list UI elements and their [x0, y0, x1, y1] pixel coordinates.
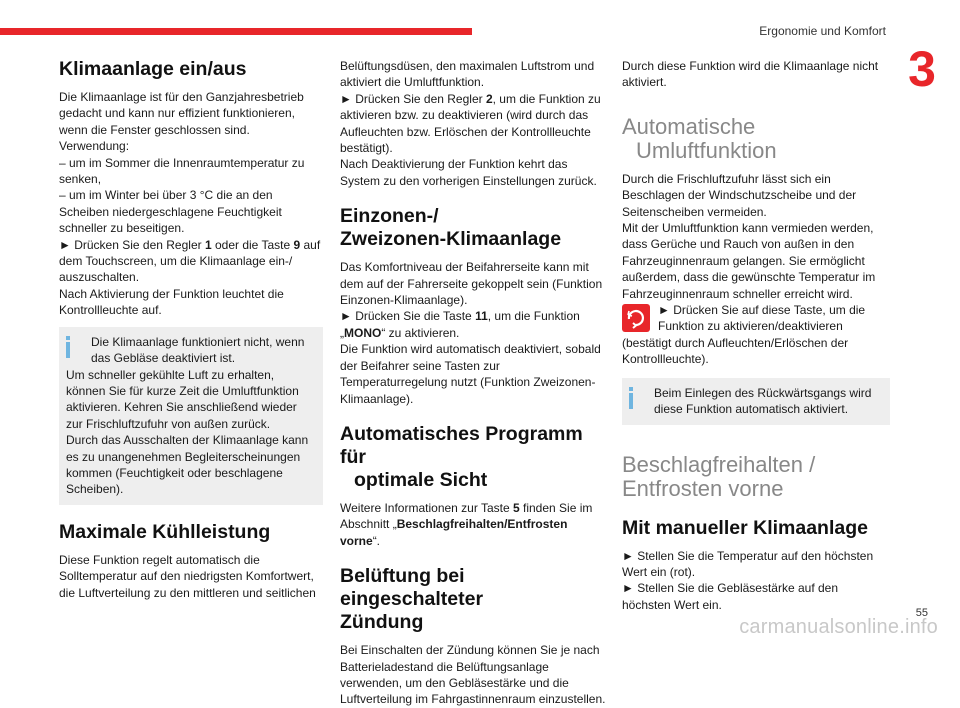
text: ► Drücken Sie den Regler: [340, 91, 486, 106]
paragraph: – um im Winter bei über 3 °C die an den Scheiben niedergeschlagene Feuchtigkeit schneller zu beseitigen.: [59, 188, 282, 236]
heading-line: Umluftfunktion: [636, 137, 777, 163]
info-icon: [629, 387, 633, 409]
heading-manuelle-klimaanlage: Mit manueller Klimaanlage: [622, 516, 868, 539]
recirculation-instruction: [622, 302, 890, 368]
note-text: Durch das Ausschalten der Klimaanlage kann es zu unangenehmen Begleiterscheinungen kommen (Feuchtigkeit oder beschlagene Scheiben).: [66, 433, 309, 497]
heading-line: optimale Sicht: [354, 468, 488, 491]
paragraph: Die Klimaanlage ist für den Ganzjahresbetrieb gedacht und kann nur effizient funktionieren, wenn die Fenster geschlossen sind.: [59, 90, 304, 137]
paragraph: [340, 500, 606, 549]
instruction-paragraph: [59, 237, 323, 286]
heading-maximale-kuehlleistung: Maximale Kühlleistung: [59, 520, 271, 543]
instruction-paragraph: [340, 308, 606, 341]
heading-line: Entfrosten vorne: [622, 475, 784, 501]
instruction-paragraph: ► Stellen Sie die Temperatur auf den höchsten Wert ein (rot).: [622, 548, 874, 579]
heading-line: Beschlagfreihalten /: [622, 451, 816, 477]
paragraph: ► Drücken Sie auf diese Taste, um die Funktion zu aktivieren/deaktivieren (bestätigt durch Aufleuchten/Erlöschen der Kontrollleuchte).: [622, 303, 866, 367]
paragraph: Bei Einschalten der Zündung können Sie je nach Batterieladestand die Belüftungsanlage verwenden, um den Gebläsestärke und die Luftverteilung im Fahrgastinnenraum einzustellen.: [340, 643, 606, 707]
paragraph: Das Komfortniveau der Beifahrerseite kann mit dem auf der Fahrerseite gekoppelt sein (Funktion Einzonen-Klimaanlage).: [340, 260, 603, 308]
heading-beschlagfreihalten: [622, 453, 890, 501]
text: , um die Funktion zu aktivieren bzw. zu deaktivieren (wird durch das Aufleuchten bzw. Erlöschen der Kontrollleuchte bestätigt).: [340, 91, 601, 156]
paragraph: Durch die Frischluftzufuhr lässt sich ein Beschlagen der Windschutzscheibe und der Seitenscheiben vermeiden.: [622, 171, 857, 219]
note-text: Um schneller gekühlte Luft zu erhalten, können Sie für kurze Zeit die Umluftfunktion aktivieren. Kehren Sie anschließend wieder zur Frischluftzufuhr von außen zurück.: [66, 367, 299, 431]
text: Weitere Informationen zur Taste: [340, 500, 513, 515]
instruction-paragraph: [340, 91, 606, 157]
text: ► Drücken Sie den Regler: [59, 237, 205, 252]
paragraph: Verwendung:: [59, 139, 130, 154]
info-icon: [66, 336, 70, 358]
bold-text: 2: [485, 91, 493, 106]
recirculation-icon: [622, 304, 650, 332]
paragraph: Diese Funktion regelt automatisch die Solltemperatur auf den niedrigsten Komfortwert, die Luftverteilung zu den mittleren und seitlichen: [59, 552, 316, 600]
bold-text: MONO: [344, 325, 382, 340]
heading-automatische-umluftfunktion: [622, 115, 890, 163]
bold-text: 1: [204, 237, 212, 252]
watermark: carmanualsonline.info: [739, 616, 938, 638]
paragraph: Nach Deaktivierung der Funktion kehrt das System zu den vorherigen Einstellungen zurück.: [340, 157, 597, 188]
paragraph: Nach Aktivierung der Funktion leuchtet die Kontrollleuchte auf.: [59, 286, 284, 318]
text: finden Sie im Abschnitt „: [340, 500, 593, 532]
heading-line: Automatisches Programm für: [340, 422, 583, 468]
info-note: [622, 378, 890, 425]
text: , um die Funktion „: [340, 309, 580, 340]
running-header: Ergonomie und Komfort: [759, 24, 886, 38]
column-3: [622, 58, 890, 613]
text: ► Drücken Sie die Taste: [340, 309, 476, 324]
text: “ zu aktivieren.: [381, 325, 460, 340]
bold-text: 5: [512, 500, 520, 515]
column-2: [340, 58, 606, 708]
heading-automatisches-programm: [340, 423, 606, 492]
text: oder die Taste: [211, 237, 294, 252]
heading-line: Einzonen-/: [340, 205, 439, 228]
page-number: 55: [915, 607, 928, 619]
chapter-number: 3: [908, 41, 936, 97]
heading-line: Belüftung bei eingeschalteter: [340, 565, 484, 611]
note-text: Die Klimaanlage funktioniert nicht, wenn das Gebläse deaktiviert ist.: [91, 334, 305, 366]
note-text: Beim Einlegen des Rückwärtsgangs wird diese Funktion automatisch aktiviert.: [654, 385, 872, 417]
info-note: [59, 327, 323, 505]
header-accent-bar: [0, 28, 472, 35]
column-1: [59, 58, 323, 601]
paragraph: Mit der Umluftfunktion kann vermieden werden, dass Gerüche und Rauch von außen in den Fahrzeuginnenraum gelangen. Sie ermöglicht außerdem, dass die gewünschte Temperatur im Fahrzeuginnenraum schneller erreicht wird.: [622, 221, 876, 301]
paragraph: – um im Sommer die Innenraumtemperatur zu senken,: [59, 155, 305, 187]
paragraph: Durch diese Funktion wird die Klimaanlage nicht aktiviert.: [622, 59, 879, 90]
bold-text: 9: [293, 237, 301, 252]
heading-line: Zündung: [340, 611, 424, 634]
paragraph: Belüftungsdüsen, den maximalen Luftstrom und aktiviert die Umluftfunktion.: [340, 59, 595, 90]
heading-line: Zweizonen-Klimaanlage: [340, 228, 562, 251]
heading-line: Automatische: [622, 113, 756, 139]
heading-zonen-klimaanlage: [340, 205, 606, 251]
bold-text: Beschlagfreihalten/Entfrosten vorne: [340, 517, 568, 548]
bold-text: 11: [475, 309, 488, 324]
heading-klimaanlage-ein-aus: Klimaanlage ein/aus: [59, 58, 247, 80]
text: auf dem Touchscreen, um die Klimaanlage ein-/ auszuschalten.: [59, 237, 321, 285]
heading-belueftung-zuendung: [340, 565, 606, 634]
paragraph: Die Funktion wird automatisch deaktiviert, sobald der Beifahrer seine Tasten zur Temperaturregelung nutzt (Funktion Zweizonen-Klimaanlage).: [340, 342, 601, 406]
text: “.: [372, 533, 381, 548]
instruction-paragraph: ► Stellen Sie die Gebläsestärke auf den höchsten Wert ein.: [622, 581, 839, 612]
